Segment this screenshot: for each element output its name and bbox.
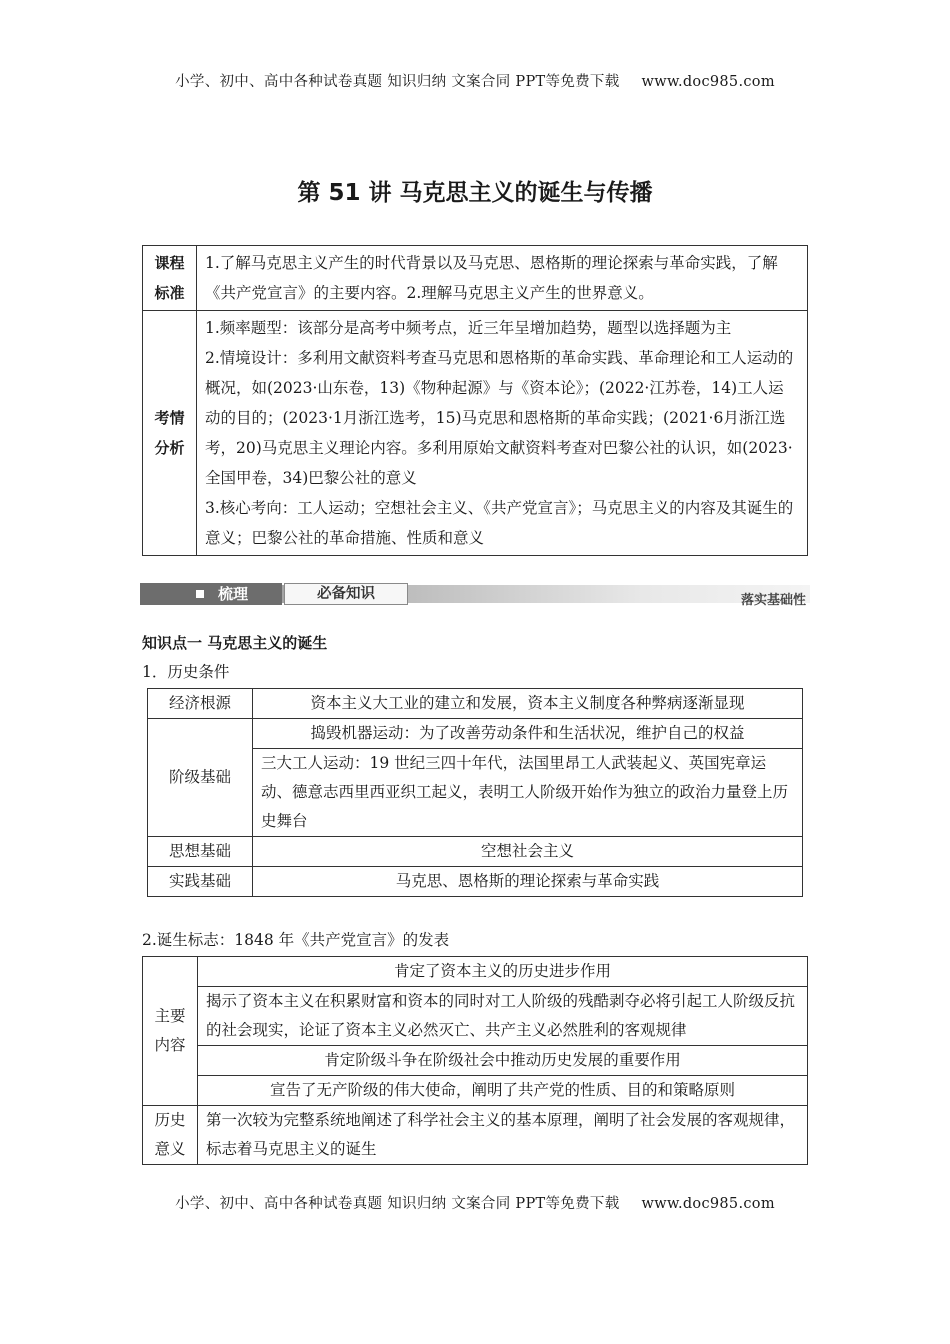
manifesto-table bbox=[142, 956, 808, 1165]
class-row-1: 捣毁机器运动：为了改善劳动条件和生活状况，维护自己的权益 bbox=[253, 719, 803, 749]
practice-label: 实践基础 bbox=[148, 867, 253, 897]
section-bar-tab bbox=[140, 583, 282, 605]
meaning-label: 历史意义 bbox=[143, 1106, 198, 1165]
analysis-label: 考情分析 bbox=[143, 311, 197, 556]
thought-label: 思想基础 bbox=[148, 837, 253, 867]
content-row: 宣告了无产阶级的伟大使命，阐明了共产党的性质、目的和策略原则 bbox=[198, 1076, 808, 1106]
section-bar-box: 必备知识 bbox=[284, 583, 408, 605]
header-site-link[interactable]: www.doc985.com bbox=[641, 74, 775, 90]
footer-site-link[interactable]: www.doc985.com bbox=[641, 1196, 775, 1212]
standard-text: 1.了解马克思主义产生的时代背景以及马克思、恩格斯的理论探索与革命实践，了解《共产党宣言》的主要内容。2.理解马克思主义产生的世界意义。 bbox=[197, 246, 808, 311]
overview-table bbox=[142, 245, 808, 556]
analysis-line: 2.情境设计：多利用文献资料考查马克思和恩格斯的革命实践、革命理论和工人运动的概况，如(2023·山东卷，13)《物种起源》与《资本论》；(2022·江苏卷，14)工人运动的目的；(2023·1月浙江选考，15)马克思和恩格斯的革命实践；(2021·6月浙江选考，20)马克思主义理论内容。多利用原始文献资料考查对巴黎公社的认识，如(2023·全国甲卷，34)巴黎公社的意义 bbox=[205, 349, 794, 487]
page-footer bbox=[0, 1192, 950, 1213]
conditions-table bbox=[147, 688, 803, 897]
analysis-text bbox=[197, 311, 808, 556]
page-header bbox=[0, 70, 950, 91]
content-row: 肯定了资本主义的历史进步作用 bbox=[198, 957, 808, 987]
section-bar-right: 落实基础性 bbox=[740, 593, 806, 608]
page-title: 第 51 讲 马克思主义的诞生与传播 bbox=[297, 180, 653, 206]
footer-text: 小学、初中、高中各种试卷真题 知识归纳 文案合同 PPT等免费下载 bbox=[175, 1196, 620, 1212]
content-label: 主要内容 bbox=[143, 957, 198, 1106]
content-row: 揭示了资本主义在积累财富和资本的同时对工人阶级的残酷剥夺必将引起工人阶级反抗的社会现实，论证了资本主义必然灭亡、共产主义必然胜利的客观规律 bbox=[198, 987, 808, 1046]
practice-text: 马克思、恩格斯的理论探索与革命实践 bbox=[253, 867, 803, 897]
class-label: 阶级基础 bbox=[148, 719, 253, 837]
meaning-text: 第一次较为完整系统地阐述了科学社会主义的基本原理，阐明了社会发展的客观规律，标志着马克思主义的诞生 bbox=[198, 1106, 808, 1165]
thought-text: 空想社会主义 bbox=[253, 837, 803, 867]
standard-label: 课程标准 bbox=[143, 246, 197, 311]
analysis-line: 1.频率题型：该部分是高考中频考点，近三年呈增加趋势，题型以选择题为主 bbox=[205, 319, 732, 337]
content-row: 肯定阶级斗争在阶级社会中推动历史发展的重要作用 bbox=[198, 1046, 808, 1076]
knowledge-point-heading: 知识点一 马克思主义的诞生 bbox=[142, 634, 328, 652]
subheading-conditions: 1．历史条件 bbox=[142, 663, 230, 681]
analysis-line: 3.核心考向：工人运动；空想社会主义、《共产党宣言》；马克思主义的内容及其诞生的意义；巴黎公社的革命措施、性质和意义 bbox=[205, 499, 794, 547]
header-text: 小学、初中、高中各种试卷真题 知识归纳 文案合同 PPT等免费下载 bbox=[175, 74, 620, 90]
class-row-2: 三大工人运动：19 世纪三四十年代，法国里昂工人武装起义、英国宪章运动、德意志西里西亚织工起义，表明工人阶级开始作为独立的政治力量登上历史舞台 bbox=[253, 749, 803, 837]
econ-text: 资本主义大工业的建立和发展，资本主义制度各种弊病逐渐显现 bbox=[253, 689, 803, 719]
square-bullet-icon bbox=[196, 590, 204, 598]
section-bar-left: 梳理 bbox=[218, 585, 249, 603]
section-bar bbox=[140, 581, 810, 608]
subheading-manifesto: 2.诞生标志：1848 年《共产党宣言》的发表 bbox=[142, 931, 450, 949]
econ-label: 经济根源 bbox=[148, 689, 253, 719]
